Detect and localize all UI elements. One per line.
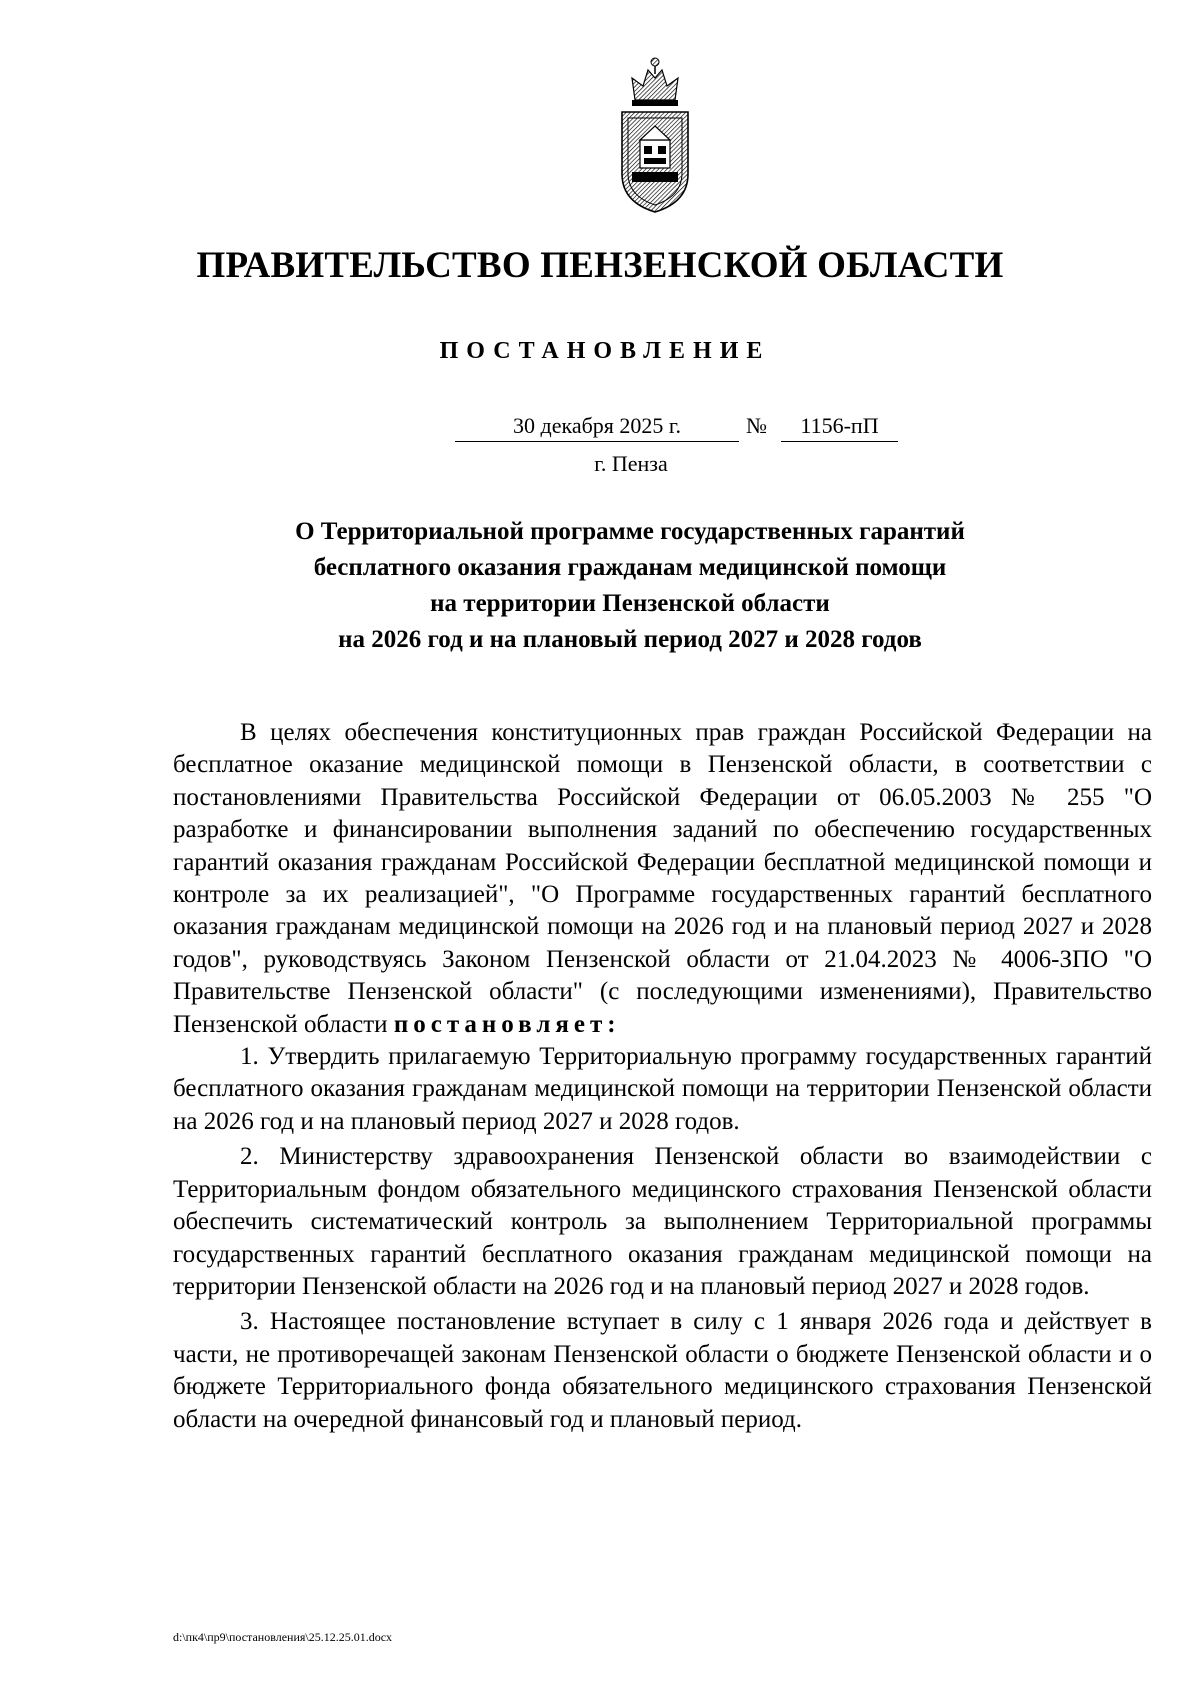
document-number: 1156-пП [781, 411, 898, 442]
preamble-paragraph [173, 717, 1152, 1041]
title-line: бесплатного оказания гражданам медицинской помощи [313, 554, 947, 581]
item-paragraph: 3. Настоящее постановление вступает в силу с 1 января 2026 года и действует в части, не противоречащей законам Пензенской области о бюджете Пензенской области и о бюджете Территориального фонда обязательного медицинского страхования Пензенской области на очередной финансовый год и плановый период. [173, 1308, 1152, 1433]
document-type: ПОСТАНОВЛЕНИЕ [439, 338, 771, 364]
item-paragraph: 2. Министерству здравоохранения Пензенской области во взаимодействии с Территориальным фондом обязательного медицинского страхования Пензенской области обеспечить систематический контроль за выполнением Территориальной программы государственных гарантий бесплатного оказания гражданам медицинской помощи на территории Пензенской области на 2026 год и на плановый период 2027 и 2028 годов. [173, 1143, 1152, 1300]
preamble-text: В целях обеспечения конституционных прав граждан Российской Федерации на бесплатное оказание медицинской помощи в Пензенской области, в соответствии с постановлениями Правительства Российской Федерации от 06.05.2003 № 255 "О разработке и финансировании выполнения заданий по обеспечению государственных гарантий оказания гражданам Российской Федерации бесплатной медицинской помощи и контроле за их реализацией", "О Программе государственных гарантий бесплатного оказания гражданам медицинской помощи на 2026 год и на плановый период 2027 и 2028 годов", руководствуясь Законом Пензенской области от 21.04.2023 № 4006-ЗПО "О Правительстве Пензенской области" (с последующими изменениями), Правительство Пензенской области [173, 719, 1152, 1038]
title-line: О Территориальной программе государственных гарантий [295, 518, 965, 545]
title-line: на территории Пензенской области [430, 590, 830, 617]
coat-of-arms-icon [610, 56, 700, 216]
number-sign: № [746, 413, 767, 438]
file-path-footer: d:\пк4\пр9\постановления\25.12.25.01.docx [173, 1630, 393, 1644]
organization-name: ПРАВИТЕЛЬСТВО ПЕНЗЕНСКОЙ ОБЛАСТИ [196, 245, 1004, 286]
document-body [173, 717, 1152, 1436]
document-city: г. Пенза [594, 451, 668, 476]
item-paragraph: 1. Утвердить прилагаемую Территориальную программу государственных гарантий бесплатного оказания гражданам медицинской помощи на территории Пензенской области на 2026 год и на плановый период 2027 и 2028 годов. [173, 1043, 1152, 1135]
title-line: на 2026 год и на плановый период 2027 и 2028 годов [338, 626, 922, 653]
decree-word: постановляет: [393, 1010, 621, 1038]
document-date: 30 декабря 2025 г. [455, 411, 739, 442]
document-title [250, 514, 1010, 658]
